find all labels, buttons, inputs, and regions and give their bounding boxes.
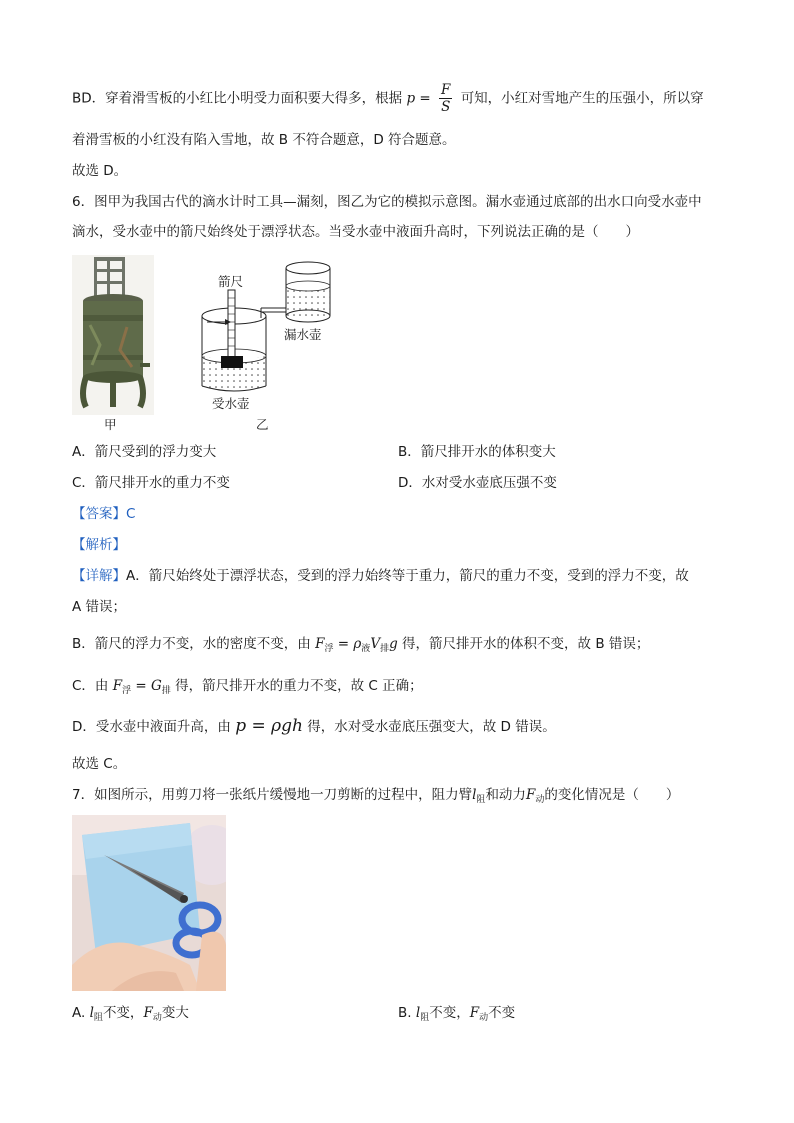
c-post: 得，箭尺排开水的重力不变，故 C 正确； bbox=[175, 678, 423, 694]
q6-answer: 【答案】C bbox=[72, 506, 136, 522]
q7-a-l: l bbox=[89, 1005, 94, 1021]
q7-option-a bbox=[72, 1003, 189, 1028]
fraction-numerator: F bbox=[441, 82, 451, 98]
formula-eq: = bbox=[415, 90, 436, 107]
figure-jia-photo bbox=[72, 255, 154, 415]
figure-jia-label: 甲 bbox=[104, 417, 117, 432]
fraction-denominator: S bbox=[441, 99, 451, 115]
q7-stem-mid: 和动力 bbox=[485, 787, 526, 803]
c-G: G bbox=[151, 678, 162, 694]
q5-text: 可知，小红对雪地产生的压强小，所以穿 bbox=[460, 90, 704, 107]
q7-l-sub: 阻 bbox=[476, 795, 486, 805]
b-V-sub: 排 bbox=[380, 644, 390, 654]
q6-detail-line1 bbox=[72, 566, 689, 586]
b-rho-sub: 液 bbox=[361, 644, 371, 654]
q7-stem-pre: 7．如图所示，用剪刀将一张纸片缓慢地一刀剪断的过程中，阻力臂 bbox=[72, 787, 473, 803]
formula-p: p bbox=[406, 90, 416, 107]
q7-b-F-sub: 动 bbox=[479, 1013, 489, 1023]
fraction-F-over-S bbox=[439, 82, 452, 115]
c-pre: C．由 bbox=[72, 678, 109, 694]
q7-b-pre: B. bbox=[398, 1005, 416, 1021]
label-arrow-rod: 箭尺 bbox=[218, 274, 244, 289]
q6-option-a: A．箭尺受到的浮力变大 bbox=[72, 444, 217, 460]
q7-a-l-sub: 阻 bbox=[93, 1013, 103, 1023]
scissors-photo bbox=[72, 815, 226, 991]
q6-detail-c bbox=[72, 676, 423, 701]
q7-l: l bbox=[472, 787, 477, 803]
detail-text: A．箭尺始终处于漂浮状态，受到的浮力始终等于重力，箭尺的重力不变，受到的浮力不变，故 bbox=[126, 568, 689, 584]
q7-stem bbox=[72, 785, 679, 810]
b-F: F bbox=[315, 636, 325, 652]
d-pre: D．受水壶中液面升高，由 bbox=[72, 719, 231, 735]
q6-option-b: B．箭尺排开水的体积变大 bbox=[398, 444, 556, 460]
q6-option-c: C．箭尺排开水的重力不变 bbox=[72, 475, 230, 491]
d-formula: p = ρgh bbox=[235, 716, 303, 736]
q6-detail-d bbox=[72, 716, 556, 737]
c-F: F bbox=[112, 678, 123, 694]
q7-a-F-sub: 动 bbox=[152, 1013, 162, 1023]
q6-detail-b bbox=[72, 634, 649, 659]
c-eq: = bbox=[131, 678, 152, 694]
q6-stem-line1: 6．图甲为我国古代的滴水计时工具—漏刻，图乙为它的模拟示意图。漏水壶通过底部的出水口向受水壶中 bbox=[72, 194, 702, 210]
q7-a-pre: A. bbox=[72, 1005, 90, 1021]
q7-b-F: F bbox=[469, 1005, 480, 1021]
q6-stem-line2: 滴水，受水壶中的箭尺始终处于漂浮状态。当受水壶中液面升高时，下列说法正确的是（ ） bbox=[72, 224, 639, 240]
q5-line2: 着滑雪板的小红没有陷入雪地，故 B 不符合题意，D 符合题意。 bbox=[72, 132, 456, 148]
b-g: g bbox=[389, 636, 398, 652]
q6-detail-line2: A 错误； bbox=[72, 599, 127, 615]
b-rho: ρ bbox=[353, 636, 362, 652]
q7-b-l: l bbox=[415, 1005, 421, 1021]
detail-tag: 【详解】 bbox=[72, 568, 126, 584]
label-leak-pot: 漏水壶 bbox=[284, 327, 322, 342]
q7-a-post: 变大 bbox=[161, 1005, 189, 1021]
q5-line1 bbox=[72, 82, 704, 115]
q7-F: F bbox=[525, 787, 536, 803]
c-G-sub: 排 bbox=[161, 686, 171, 696]
b-eq: = bbox=[333, 636, 354, 652]
q7-option-b bbox=[398, 1003, 515, 1028]
q7-b-post: 不变 bbox=[488, 1005, 516, 1021]
q6-analysis-heading: 【解析】 bbox=[72, 537, 126, 553]
q6-option-d: D．水对受水壶底压强不变 bbox=[398, 475, 557, 491]
b-F-sub: 浮 bbox=[324, 644, 334, 654]
q7-a-mid: 不变， bbox=[102, 1005, 144, 1021]
b-post: 得，箭尺排开水的体积不变，故 B 错误； bbox=[402, 636, 650, 652]
c-F-sub: 浮 bbox=[122, 686, 132, 696]
scissors-image bbox=[72, 815, 226, 991]
q7-b-mid: 不变， bbox=[429, 1005, 470, 1021]
q7-b-l-sub: 阻 bbox=[420, 1013, 430, 1023]
bronze-vessel-image bbox=[72, 255, 154, 415]
label-receive-pot: 受水壶 bbox=[212, 396, 250, 411]
b-pre: B．箭尺的浮力不变，水的密度不变，由 bbox=[72, 636, 311, 652]
q7-a-F: F bbox=[143, 1005, 153, 1021]
q5-choose: 故选 D。 bbox=[72, 163, 128, 179]
d-post: 得，水对受水壶底压强变大，故 D 错误。 bbox=[307, 719, 556, 735]
q6-choose: 故选 C。 bbox=[72, 756, 127, 772]
q7-F-sub: 动 bbox=[535, 795, 545, 805]
figure-yi-label: 乙 bbox=[256, 417, 269, 432]
q7-stem-post: 的变化情况是（ ） bbox=[544, 787, 680, 803]
b-V: V bbox=[370, 636, 381, 652]
q5-text: BD．穿着滑雪板的小红比小明受力面积要大得多，根据 bbox=[72, 90, 403, 107]
